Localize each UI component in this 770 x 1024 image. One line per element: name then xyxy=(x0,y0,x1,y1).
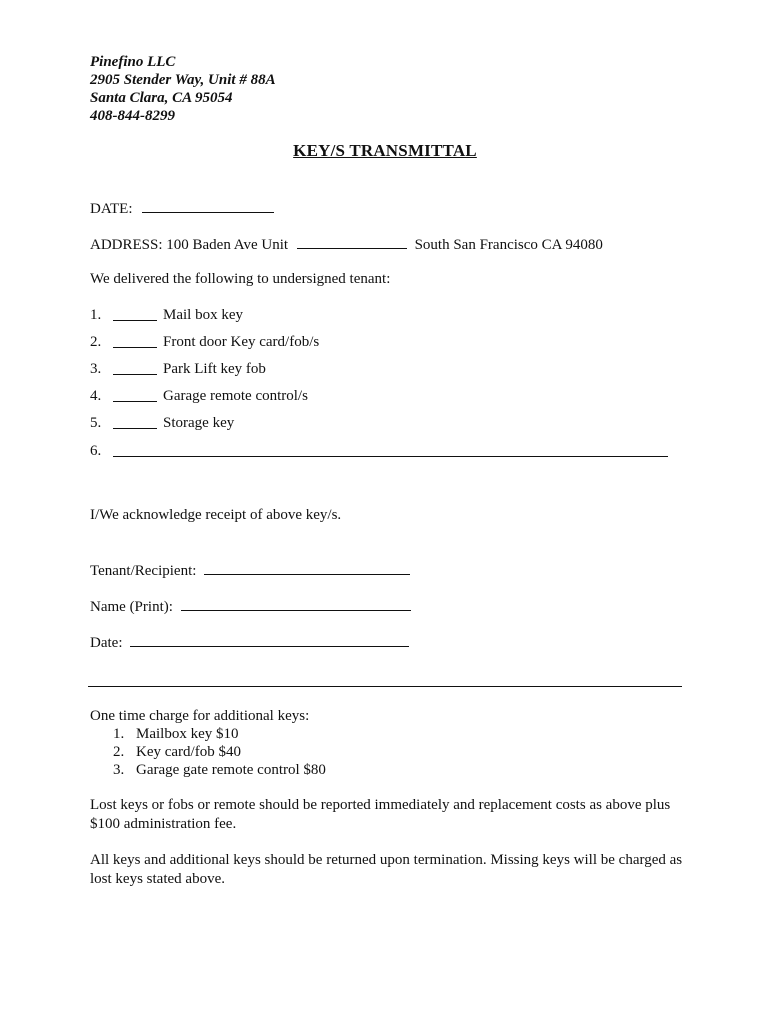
company-name: Pinefino LLC xyxy=(90,54,176,70)
item-quantity-field[interactable] xyxy=(113,387,157,402)
item-number: 6. xyxy=(90,443,102,459)
item-number: 2. xyxy=(90,334,102,350)
signature-date-label: Date: xyxy=(90,635,123,651)
charge-text: Garage gate remote control $80 xyxy=(136,762,326,778)
item-label: Mail box key xyxy=(163,307,243,323)
charge-text: Key card/fob $40 xyxy=(136,744,241,760)
date-label: DATE: xyxy=(90,201,133,217)
unit-field[interactable] xyxy=(297,234,407,249)
name-print-field[interactable] xyxy=(181,596,411,611)
other-item-field[interactable] xyxy=(113,442,668,457)
charge-number: 3. xyxy=(113,762,125,778)
signature-date-field[interactable] xyxy=(130,632,409,647)
item-quantity-field[interactable] xyxy=(113,414,157,429)
name-label: Name (Print): xyxy=(90,599,173,615)
signature-date-row xyxy=(90,632,409,652)
charge-number: 1. xyxy=(113,726,125,742)
recipient-signature-field[interactable] xyxy=(204,560,410,575)
item-label: Garage remote control/s xyxy=(163,388,308,404)
section-divider xyxy=(88,686,682,687)
company-city: Santa Clara, CA 95054 xyxy=(90,90,233,106)
name-row xyxy=(90,596,411,616)
company-street: 2905 Stender Way, Unit # 88A xyxy=(90,72,276,88)
item-number: 5. xyxy=(90,415,102,431)
item-number: 3. xyxy=(90,361,102,377)
item-quantity-field[interactable] xyxy=(113,306,157,321)
recipient-row xyxy=(90,560,410,580)
charge-number: 2. xyxy=(113,744,125,760)
return-keys-notice: All keys and additional keys should be returned upon termination. Missing keys will be charged as lost keys stated above. xyxy=(90,852,683,887)
item-label: Park Lift key fob xyxy=(163,361,266,377)
item-number: 4. xyxy=(90,388,102,404)
document-title: KEY/S TRANSMITTAL xyxy=(293,141,477,160)
company-phone: 408-844-8299 xyxy=(90,108,175,124)
address-suffix: South San Francisco CA 94080 xyxy=(414,237,603,253)
charge-text: Mailbox key $10 xyxy=(136,726,239,742)
delivery-intro: We delivered the following to undersigned tenant: xyxy=(90,271,391,287)
address-row xyxy=(90,234,603,254)
address-label: ADDRESS: 100 Baden Ave Unit xyxy=(90,237,289,253)
acknowledgement-text: I/We acknowledge receipt of above key/s. xyxy=(90,507,342,523)
item-label: Front door Key card/fob/s xyxy=(163,334,320,350)
recipient-label: Tenant/Recipient: xyxy=(90,563,197,579)
item-quantity-field[interactable] xyxy=(113,360,157,375)
charges-heading: One time charge for additional keys: xyxy=(90,708,310,724)
item-number: 1. xyxy=(90,307,102,323)
date-field[interactable] xyxy=(142,198,274,213)
item-label: Storage key xyxy=(163,415,235,431)
date-row xyxy=(90,198,274,218)
item-quantity-field[interactable] xyxy=(113,333,157,348)
lost-keys-notice: Lost keys or fobs or remote should be reported immediately and replacement costs as above plus $100 administration fee. xyxy=(90,797,671,832)
